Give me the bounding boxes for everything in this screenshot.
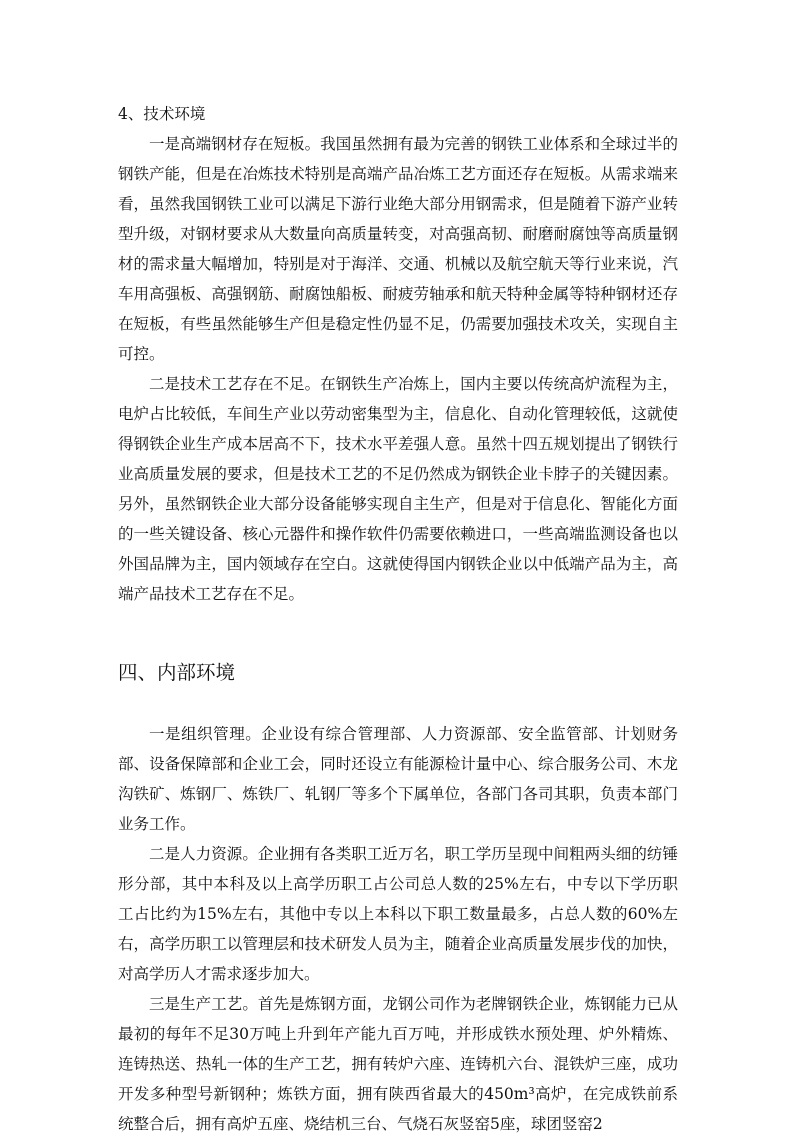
paragraph-organization: 一是组织管理。企业设有综合管理部、人力资源部、安全监管部、计划财务部、设备保障部和企业工会，同时还设立有能源检计量中心、综合服务公司、木龙沟铁矿、炼钢厂、炼铁厂、轧钢厂等多个下属单位，各部门各司其职，负责本部门业务工作。	[118, 725, 678, 833]
paragraph-tech-process: 二是技术工艺存在不足。在钢铁生产冶炼上，国内主要以传统高炉流程为主，电炉占比较低，车间生产业以劳动密集型为主，信息化、自动化管理较低，这就使得钢铁企业生产成本居高不下，技术水平差强人意。虽然十四五规划提出了钢铁行业高质量发展的要求，但是技术工艺的不足仍然成为钢铁企业卡脖子的关键因素。另外，虽然钢铁企业大部分设备能够实现自主生产，但是对于信息化、智能化方面的一些关键设备、核心元器件和操作软件仍需要依赖进口，一些高端监测设备也以外国品牌为主，国内领域存在空白。这就使得国内钢铁企业以中低端产品为主，高端产品技术工艺存在不足。	[118, 375, 678, 603]
paragraph-high-end-steel: 一是高端钢材存在短板。我国虽然拥有最为完善的钢铁工业体系和全球过半的钢铁产能，但是在冶炼技术特别是高端产品冶炼工艺方面还存在短板。从需求端来看，虽然我国钢铁工业可以满足下游行业绝大部分用钢需求，但是随着下游产业转型升级，对钢材要求从大数量向高质量转变，对高强高韧、耐磨耐腐蚀等高质量钢材的需求量大幅增加，特别是对于海洋、交通、机械以及航空航天等行业来说，汽车用高强板、高强钢筋、耐腐蚀船板、耐疲劳轴承和航天特种金属等特种钢材还存在短板，有些虽然能够生产但是稳定性仍显不足，仍需要加强技术攻关，实现自主可控。	[118, 135, 678, 363]
subheading-tech-environment: 4、技术环境	[118, 105, 206, 123]
paragraph-production-process: 三是生产工艺。首先是炼钢方面，龙钢公司作为老牌钢铁企业，炼钢能力已从最初的每年不足30万吨上升到年产能九百万吨，并形成铁水预处理、炉外精炼、连铸热送、热轧一体的生产工艺，拥有转炉六座、连铸机六台、混铁炉三座，成功开发多种型号新钢种；炼铁方面，拥有陕西省最大的450m³高炉，在完成铁前系统整合后，拥有高炉五座、烧结机三台、气烧石灰竖窑5座，球团竖窑2	[118, 995, 678, 1133]
section-heading-internal-environment: 四、内部环境	[118, 661, 236, 684]
document-body	[118, 99, 678, 1139]
paragraph-human-resources: 二是人力资源。企业拥有各类职工近万名，职工学历呈现中间粗两头细的纺锤形分部，其中本科及以上高学历职工占公司总人数的25%左右，中专以下学历职工占比约为15%左右，其他中专以上本科以下职工数量最多，占总人数的60%左右，高学历职工以管理层和技术研发人员为主，随着企业高质量发展步伐的加快，对高学历人才需求逐步加大。	[118, 845, 678, 983]
